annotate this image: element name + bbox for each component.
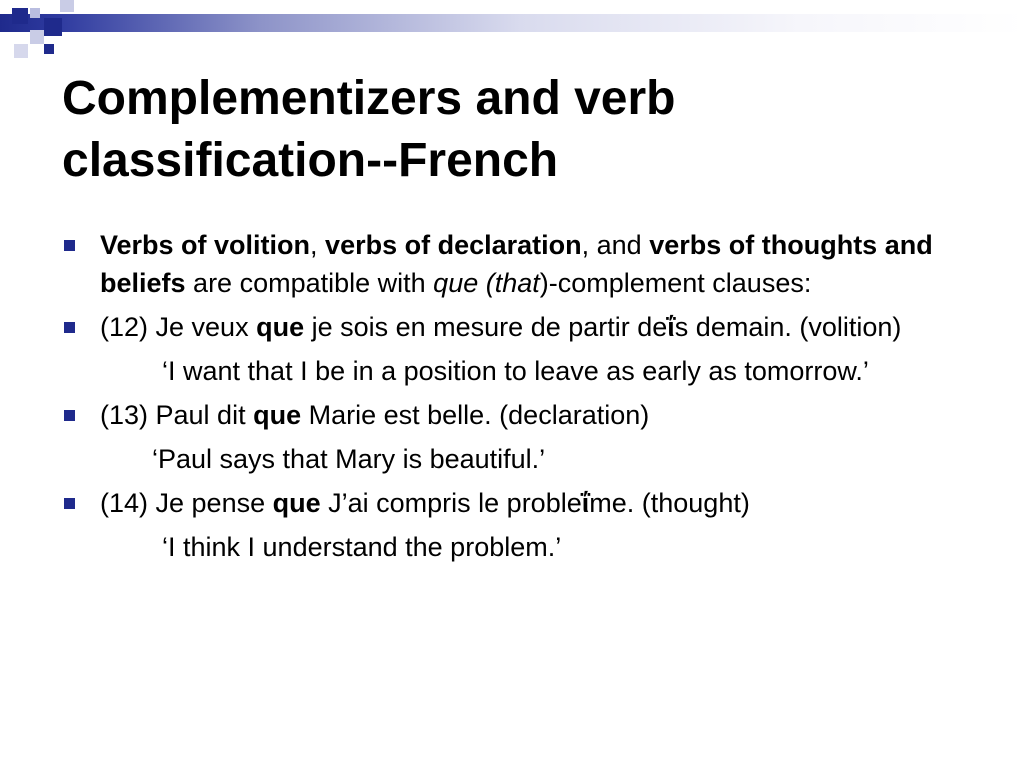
accent-glyph: ΐ bbox=[581, 488, 590, 518]
decorative-square bbox=[14, 44, 28, 58]
text-fragment: (13) Paul dit bbox=[100, 400, 254, 430]
text-fragment: Marie est belle. (declaration) bbox=[301, 400, 650, 430]
decorative-square bbox=[44, 18, 62, 36]
slide-content bbox=[62, 226, 962, 572]
term-que-that: que (that bbox=[433, 268, 540, 298]
decorative-square bbox=[60, 0, 74, 12]
text-fragment: , and bbox=[581, 230, 650, 260]
text-fragment: me. (thought) bbox=[589, 488, 750, 518]
gloss-text: ‘Paul says that Mary is beautiful.’ bbox=[152, 444, 546, 474]
decorative-square bbox=[44, 44, 54, 54]
gloss-text: ‘I think I understand the problem.’ bbox=[162, 532, 562, 562]
term-declaration: verbs of declaration bbox=[325, 230, 582, 260]
bullet-item-verb-classes bbox=[62, 226, 962, 302]
que-keyword: que bbox=[256, 312, 305, 342]
text-fragment: (14) Je pense bbox=[100, 488, 273, 518]
gloss-example-14 bbox=[62, 528, 962, 566]
text-fragment: s demain. (volition) bbox=[674, 312, 902, 342]
text-fragment: are compatible with bbox=[185, 268, 434, 298]
que-keyword: que bbox=[272, 488, 321, 518]
square-bullet-icon bbox=[64, 240, 75, 251]
decorative-square bbox=[12, 8, 28, 24]
bullet-item-example-12 bbox=[62, 308, 962, 346]
bullet-item-example-14 bbox=[62, 484, 962, 522]
square-bullet-icon bbox=[64, 410, 75, 421]
decorative-square bbox=[30, 8, 40, 18]
slide-title bbox=[62, 68, 962, 192]
accent-glyph: ΐ bbox=[667, 312, 675, 342]
square-bullet-icon bbox=[64, 498, 75, 509]
square-bullet-icon bbox=[64, 322, 75, 333]
decorative-square bbox=[30, 30, 44, 44]
gloss-example-12 bbox=[62, 352, 962, 390]
term-thoughts-beliefs: verbs of thoughts and beliefs bbox=[100, 230, 933, 298]
que-keyword: que bbox=[253, 400, 302, 430]
text-fragment: (12) Je veux bbox=[100, 312, 257, 342]
text-fragment: )-complement clauses: bbox=[539, 268, 812, 298]
gloss-example-13 bbox=[62, 440, 962, 478]
header-gradient-band bbox=[0, 14, 1024, 32]
gloss-text: ‘I want that I be in a position to leave as early as tomorrow.’ bbox=[162, 356, 869, 386]
slide-title-line2: classification--French bbox=[62, 134, 559, 187]
text-fragment: , bbox=[310, 230, 326, 260]
slide-title-line1: Complementizers and verb bbox=[62, 72, 676, 125]
text-fragment: je sois en mesure de partir de bbox=[304, 312, 668, 342]
bullet-item-example-13 bbox=[62, 396, 962, 434]
text-fragment: J’ai compris le proble bbox=[320, 488, 582, 518]
term-volition: Verbs of volition bbox=[100, 230, 311, 260]
